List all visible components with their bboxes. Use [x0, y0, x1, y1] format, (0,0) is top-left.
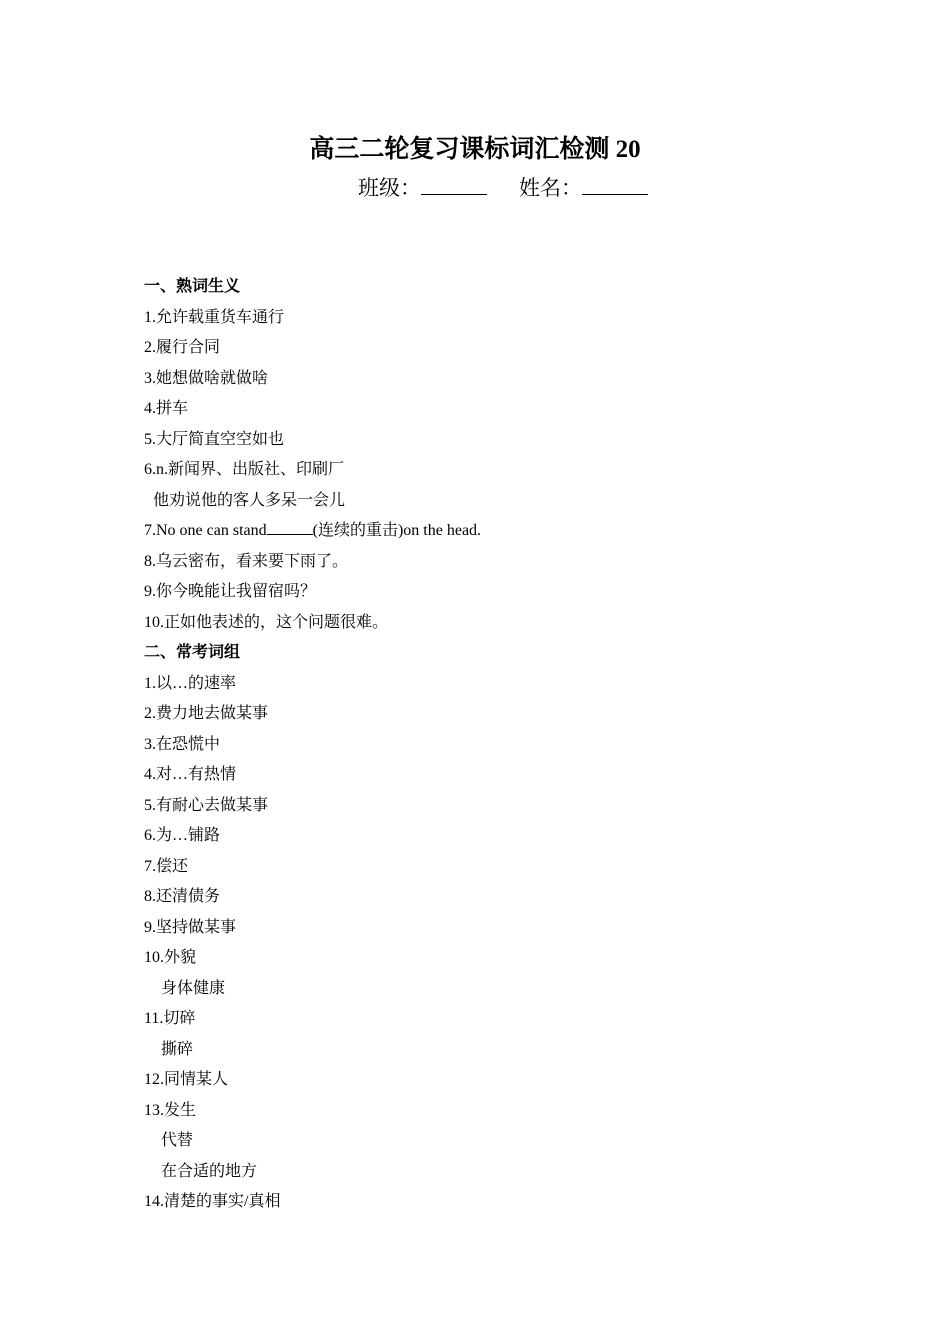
- list-item: 在合适的地方: [161, 1162, 258, 1180]
- section-heading: 二、常考词组: [144, 644, 241, 661]
- list-item: 8.乌云密布，看来要下雨了。: [144, 552, 349, 570]
- item7-prefix: 7.No one can stand: [144, 522, 267, 539]
- list-item: 8.还清债务: [144, 888, 221, 905]
- class-label: 班级：: [358, 176, 421, 200]
- list-item: 2.履行合同: [144, 339, 221, 356]
- list-item: 4.拼车: [144, 400, 189, 417]
- list-item: 1.以…的速率: [144, 674, 237, 692]
- name-blank[interactable]: [582, 174, 648, 195]
- list-item: 3.她想做啥就做啥: [144, 369, 269, 387]
- worksheet-content: [144, 272, 844, 1218]
- list-item: 5.有耐心去做某事: [144, 796, 269, 814]
- name-label: 姓名：: [519, 176, 582, 200]
- list-item: 他劝说他的客人多呆一会儿: [153, 491, 346, 509]
- list-item: 3.在恐慌中: [144, 735, 221, 753]
- list-item: 9.坚持做某事: [144, 918, 237, 936]
- list-item: 4.对…有热情: [144, 766, 237, 783]
- list-item: 10.外貌: [144, 949, 197, 966]
- list-item: 2.费力地去做某事: [144, 705, 269, 722]
- list-item: 撕碎: [161, 1040, 194, 1058]
- fill-blank[interactable]: [267, 520, 313, 535]
- list-item: 6.n.新闻界、出版社、印刷厂: [144, 461, 345, 478]
- list-item: 11.切碎: [144, 1010, 196, 1027]
- list-item: 身体健康: [161, 979, 226, 997]
- page-title: 高三二轮复习课标词汇检测 20: [309, 136, 641, 163]
- list-item: 5.大厅简直空空如也: [144, 430, 285, 448]
- item7-suffix: (连续的重击)on the head.: [312, 522, 482, 539]
- section-heading: 一、熟词生义: [144, 278, 241, 295]
- list-item: 1.允许载重货车通行: [144, 308, 285, 326]
- student-info-line: [358, 174, 648, 202]
- list-item: 14.清楚的事实/真相: [144, 1193, 281, 1210]
- list-item: 9.你今晚能让我留宿吗？: [144, 583, 317, 600]
- list-item: 10.正如他表述的，这个问题很难。: [144, 613, 389, 631]
- list-item: 6.为…铺路: [144, 827, 221, 844]
- list-item: [144, 516, 844, 547]
- list-item: 13.发生: [144, 1101, 197, 1119]
- class-blank[interactable]: [421, 174, 487, 195]
- list-item: 7.偿还: [144, 857, 189, 875]
- list-item: 12.同情某人: [144, 1071, 229, 1088]
- list-item: 代替: [161, 1132, 194, 1149]
